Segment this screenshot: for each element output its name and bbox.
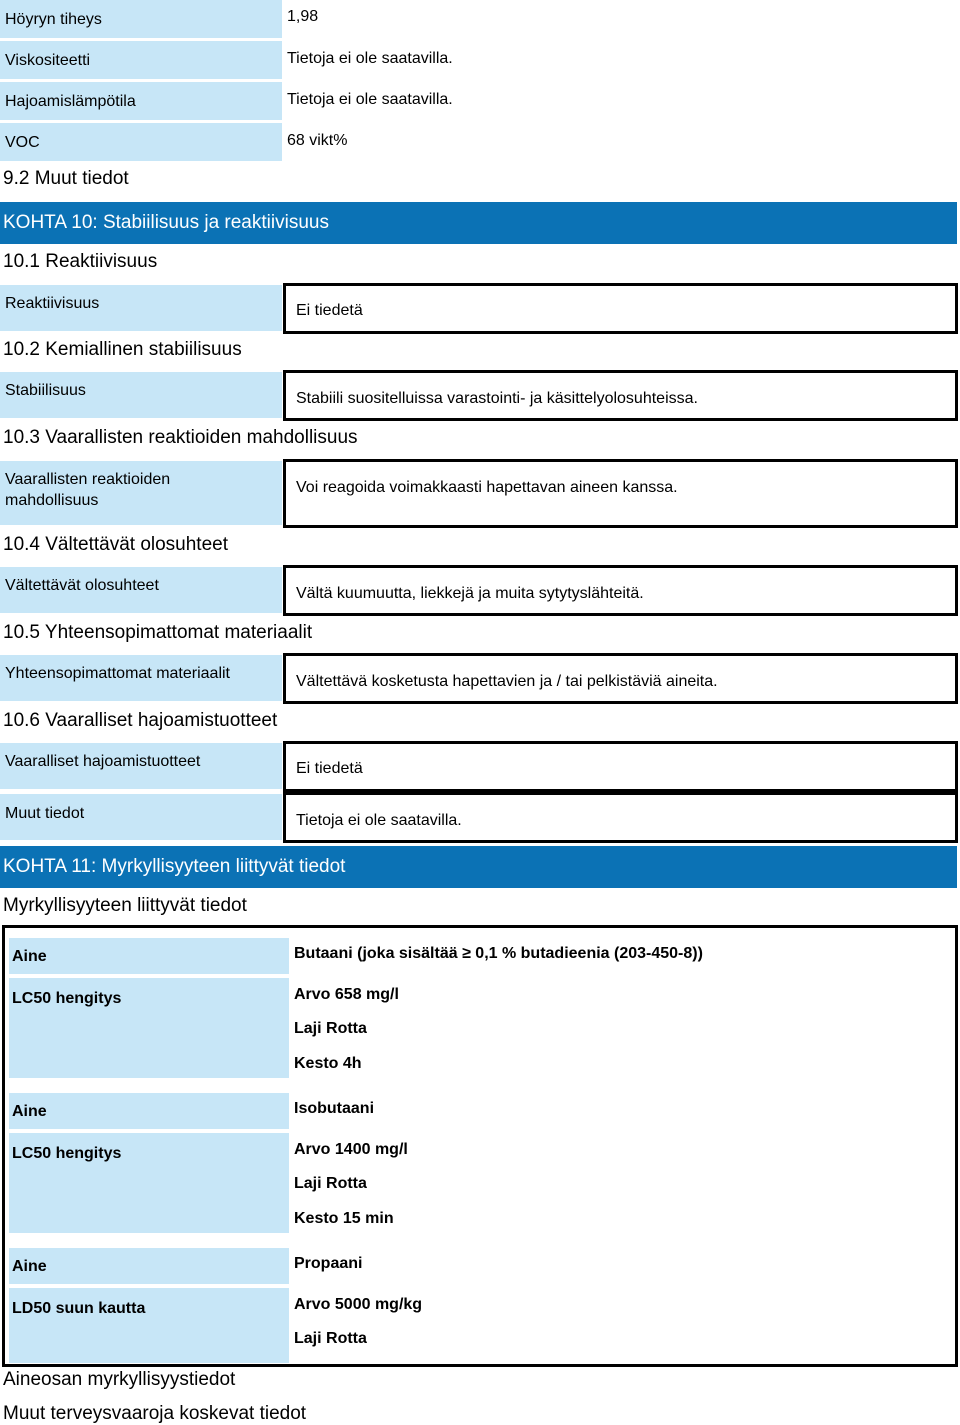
subheading-10-4: 10.4 Vältettävät olosuhteet	[3, 534, 228, 555]
duration-value: Kesto 15 min	[294, 1210, 394, 1227]
prop-value-viscosity: Tietoja ei ole saatavilla.	[287, 50, 453, 67]
substance-value: Propaani	[294, 1255, 363, 1272]
species-value: Laji Rotta	[294, 1175, 367, 1192]
subheading-9-2: 9.2 Muut tiedot	[3, 168, 129, 189]
substance-value: Isobutaani	[294, 1100, 375, 1117]
other-health-hazards-heading: Muut terveysvaaroja koskevat tiedot	[3, 1403, 307, 1424]
prop-label-voc: VOC	[0, 123, 282, 161]
incompatible-materials-label: Yhteensopimattomat materiaalit	[0, 655, 282, 701]
hazardous-reactions-value-box: Voi reagoida voimakkaasti hapettavan aineen kanssa.	[283, 459, 958, 528]
subheading-10-1: 10.1 Reaktiivisuus	[3, 251, 158, 272]
test-value: Arvo 1400 mg/l	[294, 1141, 408, 1158]
duration-value: Kesto 4h	[294, 1055, 362, 1072]
species-value: Laji Rotta	[294, 1330, 367, 1347]
component-toxicity-heading: Aineosan myrkyllisyystiedot	[3, 1369, 236, 1390]
subheading-10-6: 10.6 Vaaralliset hajoamistuotteet	[3, 710, 278, 731]
prop-value-decomposition-temp: Tietoja ei ole saatavilla.	[287, 91, 453, 108]
section-10-header: KOHTA 10: Stabiilisuus ja reaktiivisuus	[0, 202, 957, 244]
reactivity-value-box: Ei tiedetä	[283, 283, 958, 334]
substance-value: Butaani (joka sisältää ≥ 0,1 % butadieenia (203-450-8))	[294, 945, 703, 962]
substance-label: Aine	[9, 1248, 289, 1284]
section-11-header: KOHTA 11: Myrkyllisyyteen liittyvät tiedot	[0, 846, 957, 888]
other-info-label: Muut tiedot	[0, 794, 282, 840]
test-value: Arvo 5000 mg/kg	[294, 1296, 423, 1313]
prop-value-vapour-density: 1,98	[287, 8, 319, 25]
other-info-value-box: Tietoja ei ole saatavilla.	[283, 792, 958, 843]
conditions-to-avoid-value-box: Vältä kuumuutta, liekkejä ja muita sytytyslähteitä.	[283, 565, 958, 616]
prop-label-viscosity: Viskositeetti	[0, 41, 282, 79]
test-label: LC50 hengitys	[9, 978, 289, 1078]
toxicology-heading: Myrkyllisyyteen liittyvät tiedot	[3, 895, 247, 916]
subheading-10-5: 10.5 Yhteensopimattomat materiaalit	[3, 622, 313, 643]
conditions-to-avoid-label: Vältettävät olosuhteet	[0, 567, 282, 613]
reactivity-label: Reaktiivisuus	[0, 285, 282, 331]
stability-value-box: Stabiili suositelluissa varastointi- ja käsittelyolosuhteissa.	[283, 370, 958, 421]
substance-label: Aine	[9, 938, 289, 974]
test-label: LC50 hengitys	[9, 1133, 289, 1233]
incompatible-materials-value-box: Vältettävä kosketusta hapettavien ja / tai pelkistäviä aineita.	[283, 653, 958, 704]
hazardous-reactions-label: Vaarallisten reaktioiden mahdollisuus	[0, 461, 282, 525]
prop-value-voc: 68 vikt%	[287, 132, 348, 149]
decomposition-products-value-box: Ei tiedetä	[283, 741, 958, 792]
substance-label: Aine	[9, 1093, 289, 1129]
stability-label: Stabiilisuus	[0, 372, 282, 418]
prop-label-decomposition-temp: Hajoamislämpötila	[0, 82, 282, 120]
subheading-10-2: 10.2 Kemiallinen stabiilisuus	[3, 339, 242, 360]
subheading-10-3: 10.3 Vaarallisten reaktioiden mahdollisuus	[3, 427, 358, 448]
prop-label-vapour-density: Höyryn tiheys	[0, 0, 282, 38]
test-label: LD50 suun kautta	[9, 1288, 289, 1363]
test-value: Arvo 658 mg/l	[294, 986, 399, 1003]
decomposition-products-label: Vaaralliset hajoamistuotteet	[0, 743, 282, 789]
species-value: Laji Rotta	[294, 1020, 367, 1037]
